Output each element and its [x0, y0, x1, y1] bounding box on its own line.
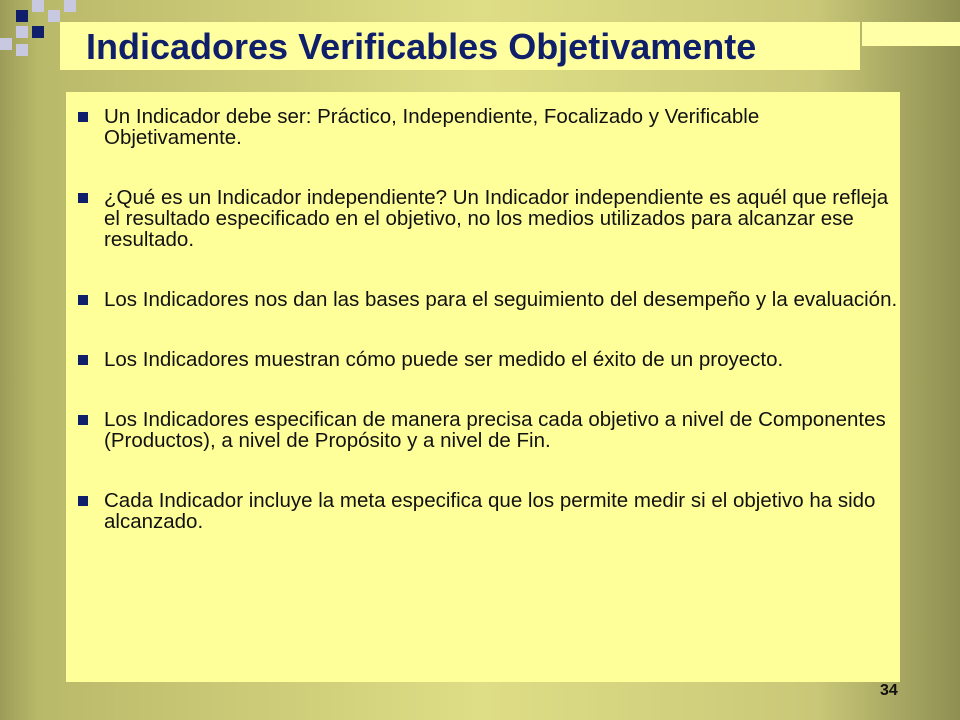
deco-square-icon: [16, 10, 28, 22]
deco-square-icon: [32, 0, 44, 12]
deco-square-icon: [0, 38, 12, 50]
bullet-text: Los Indicadores especifican de manera precisa cada objetivo a nivel de Componentes (Productos), a nivel de Propósito y a nivel de Fin.: [104, 408, 886, 452]
bullet-text: Los Indicadores muestran cómo puede ser medido el éxito de un proyecto.: [104, 348, 784, 371]
bullet-square-icon: [78, 415, 88, 425]
bullet-text: Un Indicador debe ser: Práctico, Independiente, Focalizado y Verificable Objetivamente.: [104, 105, 760, 149]
bullet-square-icon: [78, 193, 88, 203]
bullet-square-icon: [78, 112, 88, 122]
deco-square-icon: [48, 10, 60, 22]
bullet-item: [66, 490, 900, 532]
bullet-item: [66, 106, 900, 148]
deco-square-icon: [16, 26, 28, 38]
deco-square-icon: [32, 26, 44, 38]
bullet-item: [66, 349, 900, 370]
deco-square-icon: [64, 0, 76, 12]
bullet-item: [66, 289, 900, 310]
slide-title: Indicadores Verificables Objetivamente: [86, 26, 757, 67]
bullet-text: ¿Qué es un Indicador independiente? Un Indicador independiente es aquél que refleja el resultado especificado en el objetivo, no los medios utilizados para alcanzar ese resultado.: [104, 186, 889, 251]
bullet-text: Los Indicadores nos dan las bases para el seguimiento del desempeño y la evaluación.: [104, 288, 898, 311]
bullet-square-icon: [78, 355, 88, 365]
title-accent-strip: [862, 22, 960, 46]
bullet-text: Cada Indicador incluye la meta especifica que los permite medir si el objetivo ha sido alcanzado.: [104, 489, 876, 533]
deco-square-icon: [16, 44, 28, 56]
bullet-item: [66, 187, 900, 250]
bullet-square-icon: [78, 295, 88, 305]
bullet-square-icon: [78, 496, 88, 506]
bullet-item: [66, 409, 900, 451]
bullet-list: [66, 106, 900, 571]
content-panel: [66, 92, 900, 682]
slide-number: 34: [880, 682, 898, 699]
